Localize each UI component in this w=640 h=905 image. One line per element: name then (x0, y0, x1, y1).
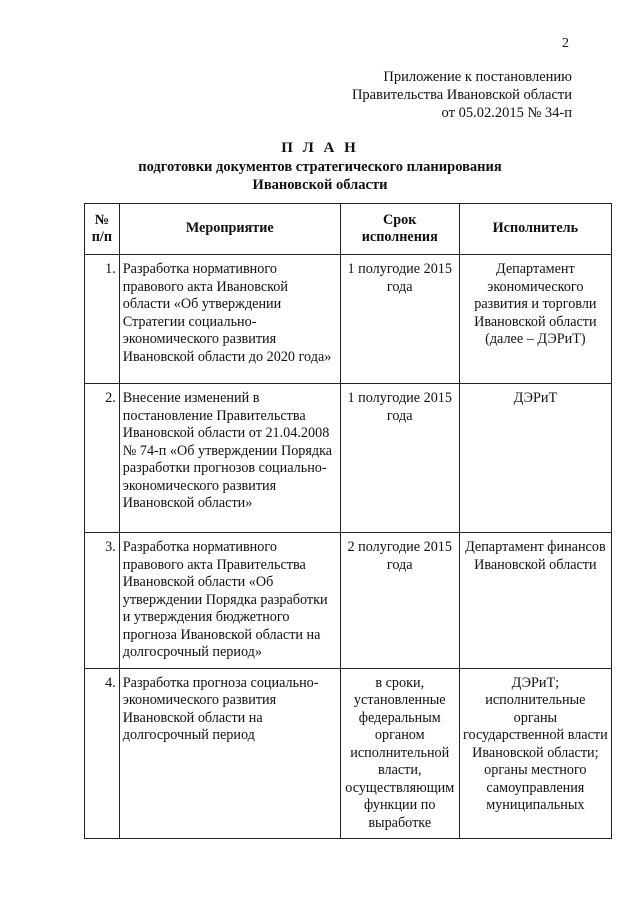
title-main: П Л А Н (281, 140, 359, 156)
row-term: в сроки, установленные федеральным органом исполнительной власти, осуществляющим функции по выработке (340, 668, 459, 839)
table-header-row (85, 204, 612, 255)
table-row (85, 668, 612, 839)
plan-table (84, 203, 612, 839)
row-executor: ДЭРиТ; исполнительные органы государственной власти Ивановской области; органы местного самоуправления муниципальных (459, 668, 611, 839)
row-num: 3. (85, 533, 120, 669)
row-executor: Департамент финансов Ивановской области (459, 533, 611, 669)
row-event: Разработка нормативного правового акта Правительства Ивановской области «Об утверждении Порядка разработки и утверждения бюджетного прогноза Ивановской области на долгосрочный период» (119, 533, 340, 669)
appendix-line-2: Правительства Ивановской области (351, 87, 572, 103)
row-num: 2. (85, 384, 120, 533)
row-event: Внесение изменений в постановление Правительства Ивановской области от 21.04.2008 № 74-п «Об утверждении Порядка разработки прогнозов социально-экономического развития Ивановской области» (119, 384, 340, 533)
header-term: Срок исполнения (340, 204, 459, 255)
row-term: 1 полугодие 2015 года (340, 384, 459, 533)
header-num: № п/п (85, 204, 120, 255)
row-event: Разработка нормативного правового акта Ивановской области «Об утверждении Стратегии социально-экономического развития Ивановской области до 2020 года» (119, 255, 340, 384)
row-num: 4. (85, 668, 120, 839)
row-executor: Департамент экономического развития и торговли Ивановской области (далее – ДЭРиТ) (459, 255, 611, 384)
document-title (0, 138, 640, 194)
page-number: 2 (562, 36, 569, 51)
appendix-line-1: Приложение к постановлению (383, 69, 572, 85)
appendix-header (352, 68, 572, 122)
row-num: 1. (85, 255, 120, 384)
table-row (85, 533, 612, 669)
row-executor: ДЭРиТ (459, 384, 611, 533)
header-event: Мероприятие (119, 204, 340, 255)
row-event: Разработка прогноза социально-экономического развития Ивановской области на долгосрочный период (119, 668, 340, 839)
title-subtitle-2: Ивановской области (252, 177, 388, 193)
row-term: 2 полугодие 2015 года (340, 533, 459, 669)
appendix-line-3: от 05.02.2015 № 34-п (441, 105, 572, 121)
table-row (85, 384, 612, 533)
header-executor: Исполнитель (459, 204, 611, 255)
table-row (85, 255, 612, 384)
title-subtitle-1: подготовки документов стратегического планирования (138, 159, 502, 175)
row-term: 1 полугодие 2015 года (340, 255, 459, 384)
